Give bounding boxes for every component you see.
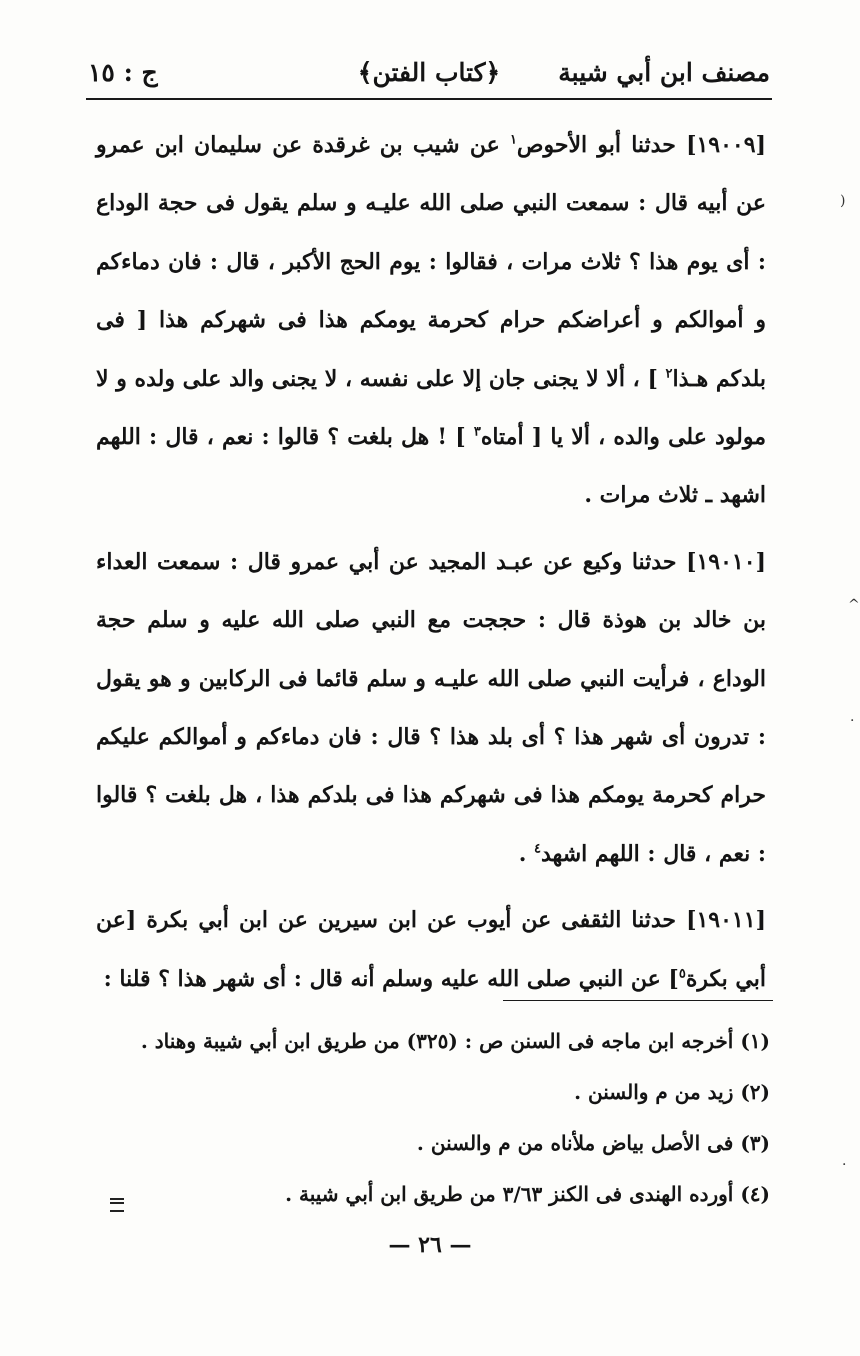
hadith-text: ] ، ألا لا يجنى جان إلا على نفسه ، لا يجنى والد على ولده و لا مولود على والده ، ألا يا [ أمتاه	[96, 365, 767, 451]
margin-scan-mark-icon: ^	[848, 597, 860, 613]
footnote	[120, 1118, 770, 1169]
hadith-text: عن شيب بن غرقدة عن سليمان ابن عمرو عن أبيه قال : سمعت النبي صلى الله عليـه و سلم يقول فى حجة الوداع : أى يوم هذا ؟ ثلاث مرات ، فقالوا : يوم الحج الأكبر ، قال : فان دماءكم و أموالكم و أعراضكم حرام كحرمة يومكم هذا فى شهركم هذا [ فى بلدكم هـذا	[96, 132, 766, 392]
footnotes	[120, 1016, 770, 1220]
margin-scan-mark-icon: ·	[850, 713, 855, 729]
footnote-marker: ٥	[678, 966, 686, 982]
hadith-number: [١٩٠١١]	[686, 907, 766, 934]
footnote-marker: ٢	[665, 366, 673, 382]
hadith-text: ] عن النبي صلى الله عليه وسلم أنه قال : أى شهر هذا ؟ قلنا :	[103, 965, 679, 992]
hadith-text: ] ! هل بلغت ؟ قالوا : نعم ، قال : اللهم اشهد ـ ثلاث مرات .	[96, 424, 766, 509]
footnote	[120, 1067, 770, 1118]
footnote	[120, 1016, 770, 1067]
page-number: — ٢٦ —	[388, 1232, 472, 1258]
running-header	[88, 52, 770, 98]
footnote-number: (٣)	[740, 1131, 770, 1155]
book-title: مصنف ابن أبي شيبة	[558, 58, 770, 87]
hadith-paragraph	[96, 116, 766, 525]
footnote-rule	[503, 1000, 773, 1001]
hadith-text: حدثنا وكيع عن عبـد المجيد عن أبي عمرو قال : سمعت العداء بن خالد بن هوذة قال : حججت مع النبي صلى الله عليه و سلم حجة الوداع ، فرأيت النبي صلى الله عليـه و سلم قائما فى الركابين و هو يقول : تدرون أى شهر هذا ؟ أى بلد هذا ؟ قال : فان دماءكم و أموالكم عليكم حرام كحرمة يومكم هذا فى شهركم هذا فى بلدكم هذا ، هل بلغت ؟ قالوا : نعم ، قال : اللهم اشهد	[96, 548, 767, 867]
hadith-text: .	[518, 840, 535, 867]
footnote-marker: ٣	[473, 424, 481, 440]
volume-number: ج : ١٥	[88, 58, 158, 87]
footnote	[120, 1169, 770, 1220]
hadith-number: [١٩٠١٠]	[686, 548, 766, 575]
header-rule	[86, 98, 772, 100]
footnote-marker: ١	[509, 132, 517, 148]
footnote-text: فى الأصل بياض ملأناه من م والسنن .	[416, 1131, 741, 1155]
hadith-paragraph	[96, 533, 766, 883]
margin-scan-mark-icon: )	[840, 193, 846, 209]
hadith-text: حدثنا أبو الأحوص	[516, 132, 687, 158]
footnote-number: (١)	[740, 1029, 770, 1053]
footnote-number: (٢)	[740, 1080, 770, 1104]
margin-scan-mark-icon: ·	[842, 1157, 847, 1173]
hadith-number: [١٩٠٠٩]	[686, 132, 766, 158]
footnote-text: أخرجه ابن ماجه فى السنن ص : (٣٢٥) من طريق ابن أبي شيبة وهناد .	[140, 1029, 741, 1053]
end-mark-icon	[110, 1198, 124, 1212]
hadith-paragraph	[96, 891, 766, 1008]
footnote-marker: ٤	[534, 841, 541, 857]
chapter-title: ﴿كتاب الفتن﴾	[357, 58, 501, 87]
hadith-text: حدثنا الثقفى عن أيوب عن ابن سيرين عن ابن أبي بكرة [عن أبي بكرة	[96, 907, 766, 992]
main-text	[96, 116, 766, 1008]
footnote-number: (٤)	[740, 1182, 770, 1206]
footnote-text: أورده الهندى فى الكنز ٣/٦٣ من طريق ابن أبي شيبة .	[285, 1182, 741, 1206]
footnote-text: زيد من م والسنن .	[574, 1080, 741, 1104]
